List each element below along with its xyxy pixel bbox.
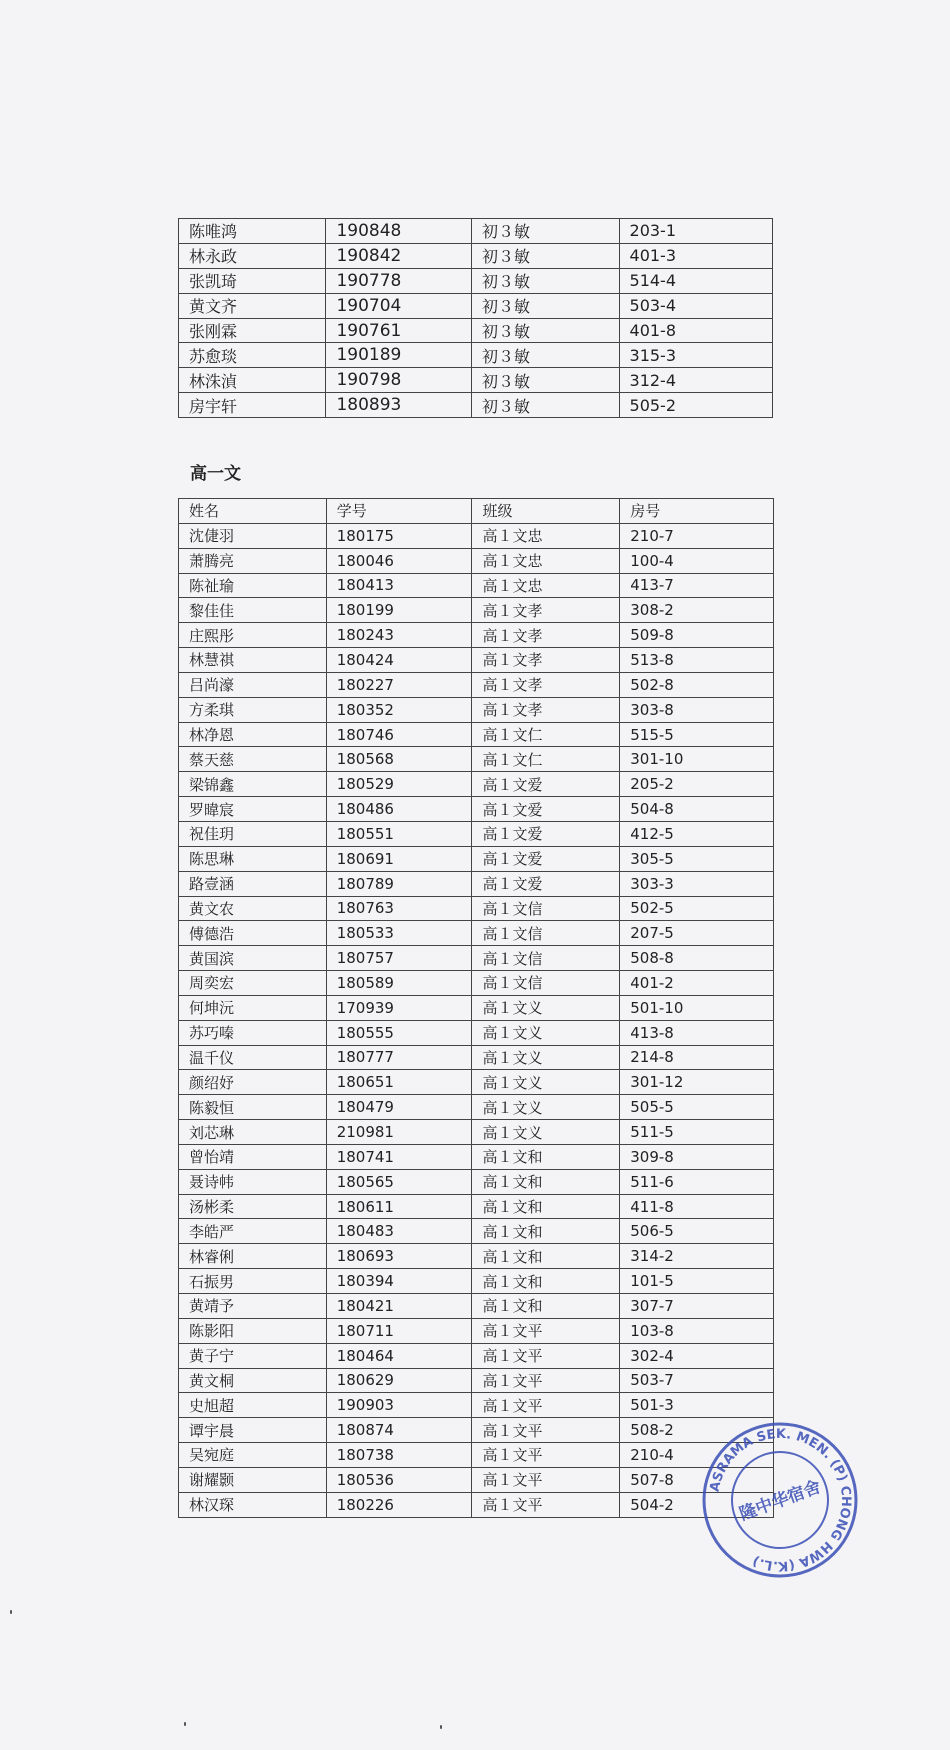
table-row (179, 268, 773, 293)
student-id-cell: 180789 (326, 871, 472, 896)
section-title: 高一文 (190, 464, 241, 484)
room-cell: 502-8 (620, 672, 774, 697)
student-id-cell: 180483 (326, 1219, 472, 1244)
name-cell: 苏愈琰 (179, 343, 326, 368)
class-cell: 高１文孝 (472, 598, 620, 623)
student-id-cell: 180421 (326, 1294, 472, 1319)
student-id-cell: 180046 (326, 548, 472, 573)
student-id-cell: 180199 (326, 598, 472, 623)
student-id-cell: 180227 (326, 672, 472, 697)
class-cell: 高１文义 (472, 1120, 620, 1145)
student-id-cell: 180763 (326, 896, 472, 921)
class-cell: 高１文爱 (472, 772, 620, 797)
room-cell: 506-5 (620, 1219, 774, 1244)
table-row (179, 1045, 774, 1070)
student-id-cell: 190842 (326, 243, 472, 268)
class-cell: 高１文孝 (472, 672, 620, 697)
table-row (179, 318, 773, 343)
table-row (179, 293, 773, 318)
table-row (179, 995, 774, 1020)
table-row (179, 368, 773, 393)
name-cell: 聂诗帏 (179, 1169, 327, 1194)
name-cell: 张凯琦 (179, 268, 326, 293)
class-cell: 高１文爱 (472, 821, 620, 846)
name-cell: 史旭超 (179, 1393, 327, 1418)
table-row (179, 672, 774, 697)
name-cell: 陈祉瑜 (179, 573, 327, 598)
room-cell: 303-3 (620, 871, 774, 896)
room-cell: 214-8 (620, 1045, 774, 1070)
student-id-cell: 170939 (326, 995, 472, 1020)
name-cell: 蔡天慈 (179, 747, 327, 772)
table-row (179, 598, 774, 623)
room-cell: 315-3 (619, 343, 772, 368)
class-cell: 初３敏 (472, 293, 619, 318)
table-row (179, 971, 774, 996)
class-cell: 高１文义 (472, 1045, 620, 1070)
stamp-outer-text: ASRAMA SEK. MEN. (P) CHONG HWA (K.L.) (707, 1426, 854, 1574)
name-cell: 罗暐宸 (179, 797, 327, 822)
table-row (179, 523, 774, 548)
class-cell: 高１文和 (472, 1169, 620, 1194)
table-row (179, 1318, 774, 1343)
class-cell: 高１文和 (472, 1244, 620, 1269)
name-cell: 黄子宁 (179, 1343, 327, 1368)
class-cell: 高１文信 (472, 921, 620, 946)
room-cell: 513-8 (620, 648, 774, 673)
table-row (179, 896, 774, 921)
scan-speck (184, 1722, 186, 1726)
student-id-cell: 180226 (326, 1492, 472, 1517)
table-row (179, 1020, 774, 1045)
student-id-cell: 190848 (326, 219, 472, 244)
class-cell: 高１文和 (472, 1219, 620, 1244)
room-cell: 501-3 (620, 1393, 774, 1418)
table-row (179, 1169, 774, 1194)
room-cell: 302-4 (620, 1343, 774, 1368)
class-cell: 高１文仁 (472, 722, 620, 747)
table-row (179, 393, 773, 418)
table-row (179, 772, 774, 797)
name-cell: 张刚霖 (179, 318, 326, 343)
name-cell: 颜绍妤 (179, 1070, 327, 1095)
name-cell: 温千仪 (179, 1045, 327, 1070)
name-cell: 沈倢羽 (179, 523, 327, 548)
student-id-cell: 180893 (326, 393, 472, 418)
student-id-cell: 190189 (326, 343, 472, 368)
room-cell: 508-8 (620, 946, 774, 971)
name-cell: 林永政 (179, 243, 326, 268)
table-row (179, 623, 774, 648)
class-cell: 高１文孝 (472, 648, 620, 673)
class-cell: 高１文信 (472, 946, 620, 971)
student-id-cell: 180424 (326, 648, 472, 673)
header-name: 姓名 (179, 499, 327, 524)
room-cell: 314-2 (620, 1244, 774, 1269)
name-cell: 庄熙彤 (179, 623, 327, 648)
student-id-cell: 180693 (326, 1244, 472, 1269)
student-id-cell: 180777 (326, 1045, 472, 1070)
class-cell: 高１文平 (472, 1393, 620, 1418)
class-cell: 初３敏 (472, 368, 619, 393)
room-cell: 511-5 (620, 1120, 774, 1145)
room-cell: 203-1 (619, 219, 772, 244)
student-id-cell: 180464 (326, 1343, 472, 1368)
name-cell: 苏巧嗪 (179, 1020, 327, 1045)
class-cell: 高１文信 (472, 896, 620, 921)
room-cell: 508-2 (620, 1418, 774, 1443)
name-cell: 林洙湞 (179, 368, 326, 393)
name-cell: 周奕宏 (179, 971, 327, 996)
name-cell: 陈唯鸿 (179, 219, 326, 244)
room-cell: 503-4 (619, 293, 772, 318)
section-student-table (178, 498, 774, 1518)
room-cell: 503-7 (620, 1368, 774, 1393)
name-cell: 林慧祺 (179, 648, 327, 673)
room-cell: 514-4 (619, 268, 772, 293)
room-cell: 411-8 (620, 1194, 774, 1219)
room-cell: 101-5 (620, 1269, 774, 1294)
table-row (179, 846, 774, 871)
student-id-cell: 180529 (326, 772, 472, 797)
room-cell: 207-5 (620, 921, 774, 946)
room-cell: 103-8 (620, 1318, 774, 1343)
student-id-cell: 180479 (326, 1095, 472, 1120)
room-cell: 205-2 (620, 772, 774, 797)
table-row (179, 1095, 774, 1120)
name-cell: 祝佳玥 (179, 821, 327, 846)
name-cell: 黄文桐 (179, 1368, 327, 1393)
name-cell: 陈影阳 (179, 1318, 327, 1343)
student-id-cell: 180413 (326, 573, 472, 598)
name-cell: 陈思琳 (179, 846, 327, 871)
table-row (179, 821, 774, 846)
name-cell: 汤彬柔 (179, 1194, 327, 1219)
name-cell: 林净恩 (179, 722, 327, 747)
room-cell: 312-4 (619, 368, 772, 393)
table-row (179, 573, 774, 598)
name-cell: 刘芯琳 (179, 1120, 327, 1145)
room-cell: 210-7 (620, 523, 774, 548)
table-row (179, 1368, 774, 1393)
table-row (179, 921, 774, 946)
student-id-cell: 180746 (326, 722, 472, 747)
table-row (179, 1393, 774, 1418)
name-cell: 陈毅恒 (179, 1095, 327, 1120)
room-cell: 511-6 (620, 1169, 774, 1194)
stamp-inner-text: 隆中华宿舍 (736, 1477, 824, 1525)
class-cell: 高１文平 (472, 1467, 620, 1492)
student-id-cell: 180711 (326, 1318, 472, 1343)
student-id-cell: 180175 (326, 523, 472, 548)
student-id-cell: 180533 (326, 921, 472, 946)
student-id-cell: 210981 (326, 1120, 472, 1145)
room-cell: 305-5 (620, 846, 774, 871)
name-cell: 路壹涵 (179, 871, 327, 896)
class-cell: 初３敏 (472, 219, 619, 244)
class-cell: 高１文义 (472, 995, 620, 1020)
header-class: 班级 (472, 499, 620, 524)
class-cell: 高１文忠 (472, 523, 620, 548)
room-cell: 210-4 (620, 1443, 774, 1468)
table-row (179, 1244, 774, 1269)
student-id-cell: 180738 (326, 1443, 472, 1468)
student-id-cell: 180651 (326, 1070, 472, 1095)
class-cell: 初３敏 (472, 343, 619, 368)
student-id-cell: 180691 (326, 846, 472, 871)
class-cell: 高１文和 (472, 1269, 620, 1294)
room-cell: 515-5 (620, 722, 774, 747)
class-cell: 高１文平 (472, 1368, 620, 1393)
class-cell: 高１文平 (472, 1492, 620, 1517)
student-id-cell: 180589 (326, 971, 472, 996)
name-cell: 林睿俐 (179, 1244, 327, 1269)
class-cell: 初３敏 (472, 268, 619, 293)
name-cell: 房宇轩 (179, 393, 326, 418)
table-row (179, 1120, 774, 1145)
student-id-cell: 180565 (326, 1169, 472, 1194)
student-id-cell: 190903 (326, 1393, 472, 1418)
class-cell: 高１文信 (472, 971, 620, 996)
table-row (179, 243, 773, 268)
room-cell: 301-10 (620, 747, 774, 772)
room-cell: 307-7 (620, 1294, 774, 1319)
name-cell: 吴宛庭 (179, 1443, 327, 1468)
table-row (179, 946, 774, 971)
student-id-cell: 190798 (326, 368, 472, 393)
class-cell: 高１文忠 (472, 548, 620, 573)
room-cell: 504-2 (620, 1492, 774, 1517)
name-cell: 黄文农 (179, 896, 327, 921)
name-cell: 谭宇晨 (179, 1418, 327, 1443)
name-cell: 黄靖予 (179, 1294, 327, 1319)
room-cell: 504-8 (620, 797, 774, 822)
name-cell: 林汉琛 (179, 1492, 327, 1517)
table-row (179, 747, 774, 772)
table-row (179, 1070, 774, 1095)
table-row (179, 1144, 774, 1169)
table-row (179, 1467, 774, 1492)
class-cell: 高１文平 (472, 1418, 620, 1443)
class-cell: 高１文仁 (472, 747, 620, 772)
header-room: 房号 (620, 499, 774, 524)
class-cell: 高１文平 (472, 1443, 620, 1468)
room-cell: 509-8 (620, 623, 774, 648)
student-id-cell: 180352 (326, 697, 472, 722)
scan-speck (440, 1725, 442, 1729)
student-id-cell: 190761 (326, 318, 472, 343)
class-cell: 高１文和 (472, 1144, 620, 1169)
table-row (179, 797, 774, 822)
header-student-id: 学号 (326, 499, 472, 524)
table-row (179, 343, 773, 368)
class-cell: 初３敏 (472, 393, 619, 418)
student-id-cell: 180555 (326, 1020, 472, 1045)
room-cell: 501-10 (620, 995, 774, 1020)
student-id-cell: 180568 (326, 747, 472, 772)
name-cell: 傅德浩 (179, 921, 327, 946)
table-row (179, 1492, 774, 1517)
student-id-cell: 190704 (326, 293, 472, 318)
dormitory-stamp (700, 1420, 860, 1580)
table-row (179, 1418, 774, 1443)
name-cell: 黄国滨 (179, 946, 327, 971)
room-cell: 401-2 (620, 971, 774, 996)
room-cell: 401-3 (619, 243, 772, 268)
table-row (179, 697, 774, 722)
class-cell: 高１文义 (472, 1020, 620, 1045)
name-cell: 李皓严 (179, 1219, 327, 1244)
table-row (179, 871, 774, 896)
room-cell: 413-8 (620, 1020, 774, 1045)
name-cell: 黄文齐 (179, 293, 326, 318)
name-cell: 何坤沅 (179, 995, 327, 1020)
class-cell: 高１文义 (472, 1070, 620, 1095)
table-row (179, 1443, 774, 1468)
top-student-table (178, 218, 773, 418)
student-id-cell: 180486 (326, 797, 472, 822)
class-cell: 高１文爱 (472, 797, 620, 822)
class-cell: 初３敏 (472, 243, 619, 268)
table-row (179, 1269, 774, 1294)
student-id-cell: 180741 (326, 1144, 472, 1169)
room-cell: 303-8 (620, 697, 774, 722)
class-cell: 高１文和 (472, 1294, 620, 1319)
room-cell: 505-5 (620, 1095, 774, 1120)
room-cell: 100-4 (620, 548, 774, 573)
student-id-cell: 180243 (326, 623, 472, 648)
class-cell: 高１文孝 (472, 623, 620, 648)
name-cell: 吕尚濠 (179, 672, 327, 697)
class-cell: 高１文平 (472, 1318, 620, 1343)
student-id-cell: 180874 (326, 1418, 472, 1443)
student-id-cell: 190778 (326, 268, 472, 293)
scan-speck (10, 1610, 12, 1614)
class-cell: 高１文和 (472, 1194, 620, 1219)
room-cell: 401-8 (619, 318, 772, 343)
student-id-cell: 180551 (326, 821, 472, 846)
room-cell: 309-8 (620, 1144, 774, 1169)
name-cell: 谢耀颢 (179, 1467, 327, 1492)
name-cell: 萧腾亮 (179, 548, 327, 573)
room-cell: 301-12 (620, 1070, 774, 1095)
table-row (179, 1294, 774, 1319)
name-cell: 曾怡靖 (179, 1144, 327, 1169)
class-cell: 高１文爱 (472, 846, 620, 871)
name-cell: 石振男 (179, 1269, 327, 1294)
room-cell: 507-8 (620, 1467, 774, 1492)
table-header-row (179, 499, 774, 524)
class-cell: 高１文义 (472, 1095, 620, 1120)
student-id-cell: 180757 (326, 946, 472, 971)
table-row (179, 1194, 774, 1219)
student-id-cell: 180536 (326, 1467, 472, 1492)
student-id-cell: 180394 (326, 1269, 472, 1294)
room-cell: 505-2 (619, 393, 772, 418)
table-row (179, 648, 774, 673)
class-cell: 高１文平 (472, 1343, 620, 1368)
class-cell: 高１文忠 (472, 573, 620, 598)
table-row (179, 722, 774, 747)
name-cell: 黎佳佳 (179, 598, 327, 623)
table-row (179, 548, 774, 573)
table-row (179, 1219, 774, 1244)
table-row (179, 1343, 774, 1368)
name-cell: 方柔琪 (179, 697, 327, 722)
student-id-cell: 180629 (326, 1368, 472, 1393)
class-cell: 高１文爱 (472, 871, 620, 896)
room-cell: 412-5 (620, 821, 774, 846)
room-cell: 413-7 (620, 573, 774, 598)
name-cell: 梁锦鑫 (179, 772, 327, 797)
room-cell: 502-5 (620, 896, 774, 921)
class-cell: 初３敏 (472, 318, 619, 343)
class-cell: 高１文孝 (472, 697, 620, 722)
student-id-cell: 180611 (326, 1194, 472, 1219)
room-cell: 308-2 (620, 598, 774, 623)
table-row (179, 219, 773, 244)
